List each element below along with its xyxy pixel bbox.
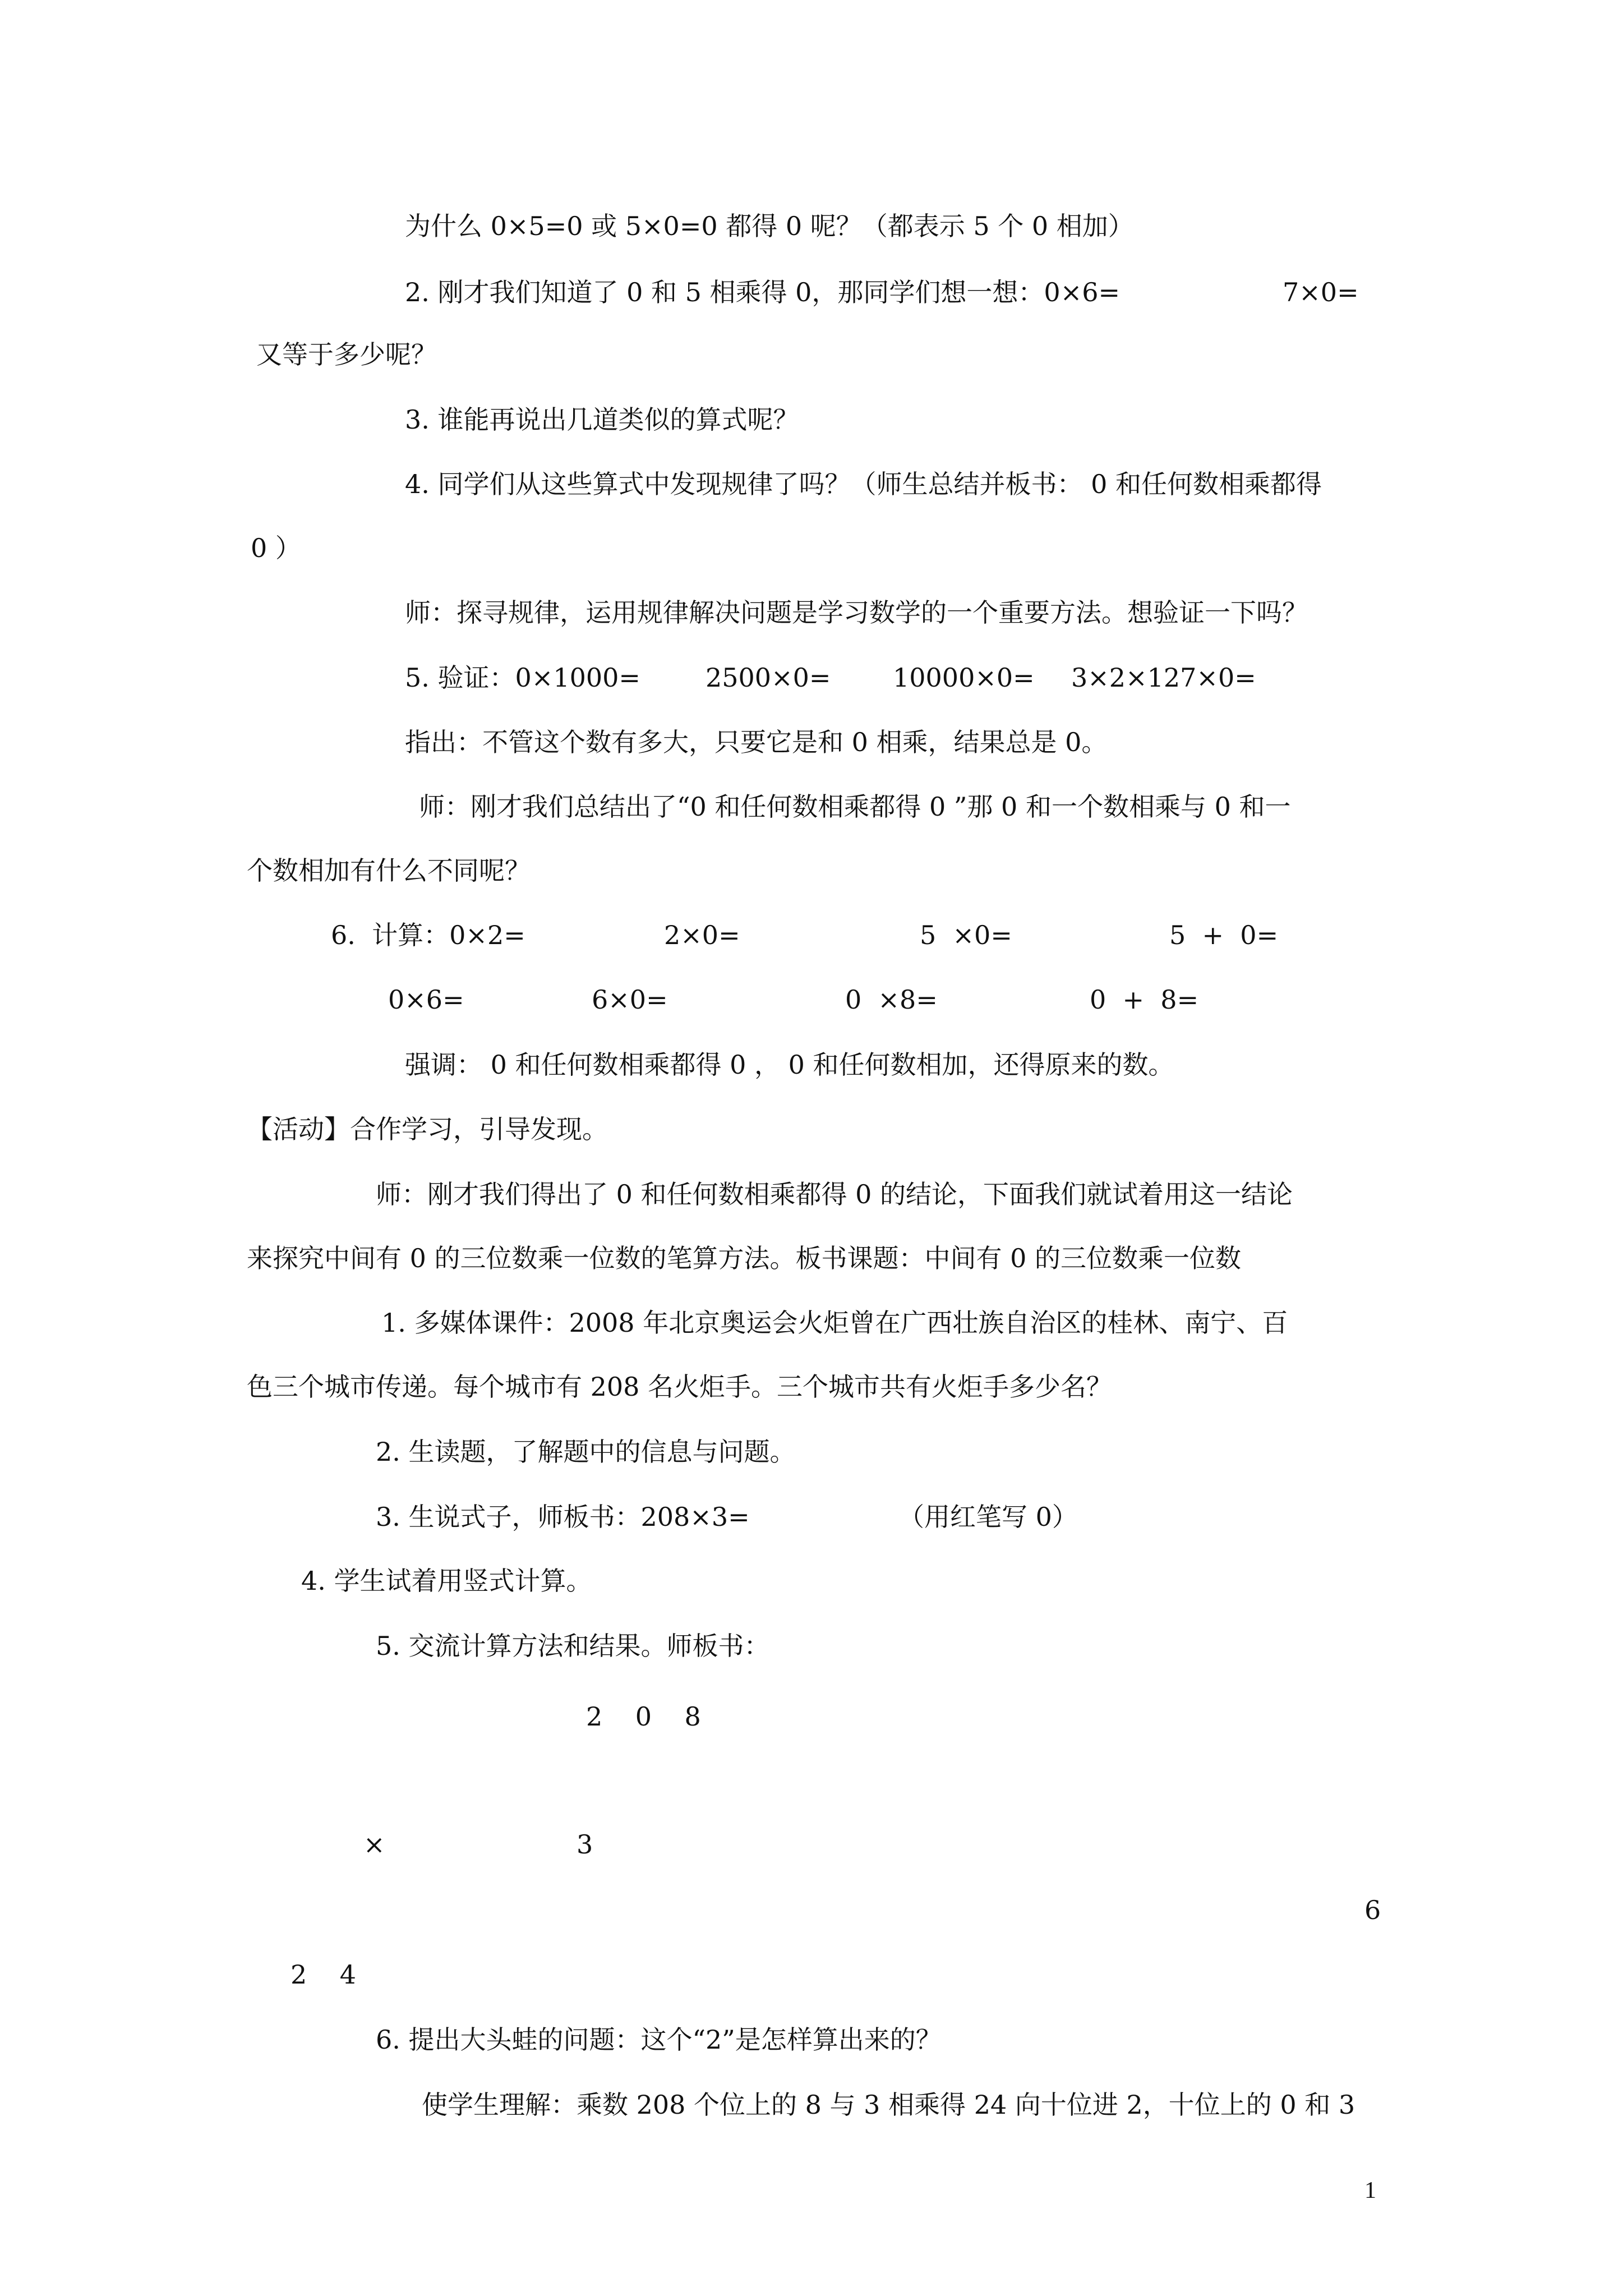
- text-line: 师：探寻规律，运用规律解决问题是学习数学的一个重要方法。想验证一下吗？: [405, 597, 1308, 628]
- text-line: 3. 生说式子，师板书：208×3=: [376, 1502, 750, 1532]
- text-line: 2×0=: [664, 920, 740, 950]
- text-line: 1. 多媒体课件：2008 年北京奥运会火炬曾在广西壮族自治区的桂林、南宁、百: [381, 1308, 1288, 1338]
- calc-multiplicand: 2 0 8: [586, 1701, 701, 1732]
- text-line: 0 ×8=: [845, 984, 938, 1015]
- text-line: 指出：不管这个数有多大，只要它是和 0 相乘，结果总是 0。: [405, 727, 1108, 757]
- text-line: 4. 学生试着用竖式计算。: [301, 1566, 592, 1596]
- text-line: 6×0=: [592, 984, 668, 1015]
- text-line: 师：刚才我们总结出了“0 和任何数相乘都得 0 ”那 0 和一个数相乘与 0 和一: [419, 792, 1291, 822]
- text-line: 师：刚才我们得出了 0 和任何数相乘都得 0 的结论，下面我们就试着用这一结论: [376, 1179, 1293, 1209]
- calc-digits: 2 4: [291, 1959, 357, 1990]
- calc-multiplier: 3: [577, 1829, 593, 1860]
- text-line: 使学生理解：乘数 208 个位上的 8 与 3 相乘得 24 向十位进 2，十位上的 0 和 3: [422, 2090, 1355, 2120]
- page-number: 1: [1364, 2178, 1376, 2203]
- text-line: 又等于多少呢？: [256, 339, 437, 370]
- text-line: 2500×0=: [706, 662, 831, 693]
- text-line: 7×0=: [1283, 277, 1359, 307]
- text-line: 色三个城市传递。每个城市有 208 名火炬手。三个城市共有火炬手多少名？: [247, 1372, 1113, 1402]
- text-line: 个数相加有什么不同呢？: [247, 855, 531, 886]
- text-line: 0 + 8=: [1090, 984, 1199, 1015]
- text-line: 来探究中间有 0 的三位数乘一位数的笔算方法。板书课题：中间有 0 的三位数乘一位数: [247, 1243, 1242, 1273]
- section-heading: 【活动】合作学习，引导发现。: [247, 1114, 608, 1144]
- text-line: 为什么 0×5=0 或 5×0=0 都得 0 呢？（都表示 5 个 0 相加）: [405, 211, 1134, 241]
- calc-times-sign: ×: [363, 1829, 385, 1860]
- text-line: 2. 生读题，了解题中的信息与问题。: [376, 1437, 796, 1467]
- text-line: 3. 谁能再说出几道类似的算式呢？: [405, 404, 799, 435]
- text-line: 6. 提出大头蛙的问题：这个“2”是怎样算出来的？: [376, 2024, 942, 2055]
- text-line: 6. 计算：0×2=: [331, 920, 525, 950]
- text-line: 2. 刚才我们知道了 0 和 5 相乘得 0，那同学们想一想：0×6=: [405, 277, 1121, 307]
- text-line: 5 + 0=: [1169, 920, 1279, 950]
- text-line: 强调： 0 和任何数相乘都得 0 ， 0 和任何数相加，还得原来的数。: [405, 1050, 1174, 1080]
- text-line: 3×2×127×0=: [1071, 662, 1256, 693]
- text-line: （用红笔写 0）: [898, 1502, 1078, 1532]
- text-line: 10000×0=: [893, 662, 1035, 693]
- text-line: 5. 验证：0×1000=: [405, 662, 640, 693]
- text-line: 5 ×0=: [920, 920, 1012, 950]
- text-line: 4. 同学们从这些算式中发现规律了吗？（师生总结并板书： 0 和任何数相乘都得: [405, 469, 1322, 499]
- text-line: 0×6=: [388, 984, 464, 1015]
- calc-digit: 6: [1364, 1895, 1381, 1925]
- text-line: 5. 交流计算方法和结果。师板书：: [376, 1631, 770, 1661]
- text-line: 0 ）: [251, 533, 301, 563]
